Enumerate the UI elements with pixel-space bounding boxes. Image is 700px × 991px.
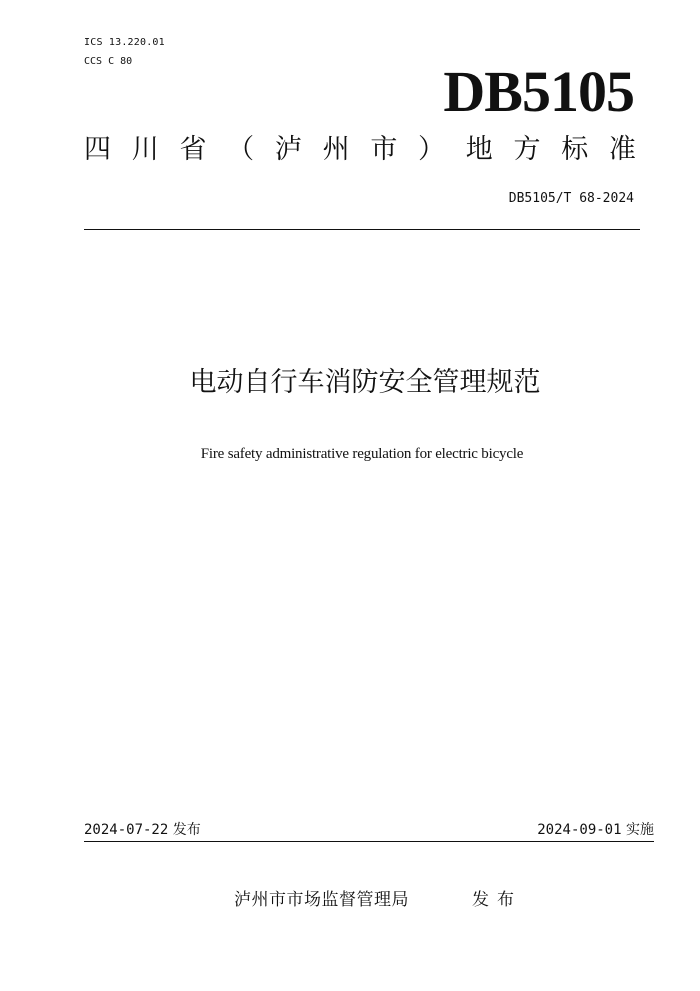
issuing-authority: 泸州市市场监督管理局: [234, 890, 409, 910]
standard-type: [84, 132, 636, 168]
standard-type-char: （: [227, 134, 255, 165]
standard-type-char: 地: [465, 134, 493, 165]
header-divider: [84, 229, 640, 230]
standard-number: DB5105/T 68-2024: [508, 191, 634, 206]
standard-type-char: 川: [131, 134, 159, 165]
effective-date-line: [537, 821, 654, 839]
standard-type-char: ）: [418, 134, 446, 165]
document-title-en: Fire safety administrative regulation for electric bicycle: [200, 446, 524, 462]
standard-type-char: 州: [322, 134, 350, 165]
standard-type-char: 方: [513, 134, 541, 165]
standard-type-char: 标: [561, 134, 589, 165]
publish-date-line: [84, 821, 201, 839]
ics-code: ICS 13.220.01: [84, 37, 165, 48]
standard-type-char: 准: [608, 134, 636, 165]
publish-date: 2024-07-22: [84, 822, 169, 838]
db-code: DB5105: [443, 59, 634, 124]
standard-type-char: 四: [84, 134, 111, 165]
document-title-cn: 电动自行车消防安全管理规范: [189, 367, 541, 398]
standard-type-char: 市: [370, 134, 398, 165]
effective-date: 2024-09-01: [537, 822, 622, 838]
ccs-code: CCS C 80: [84, 56, 133, 67]
issue-word: 发布: [472, 890, 522, 910]
footer-divider: [84, 841, 654, 842]
publish-label: 发布: [172, 822, 201, 838]
standard-type-char: 省: [179, 134, 207, 165]
effective-label: 实施: [626, 822, 654, 838]
standard-type-char: 泸: [274, 134, 302, 165]
